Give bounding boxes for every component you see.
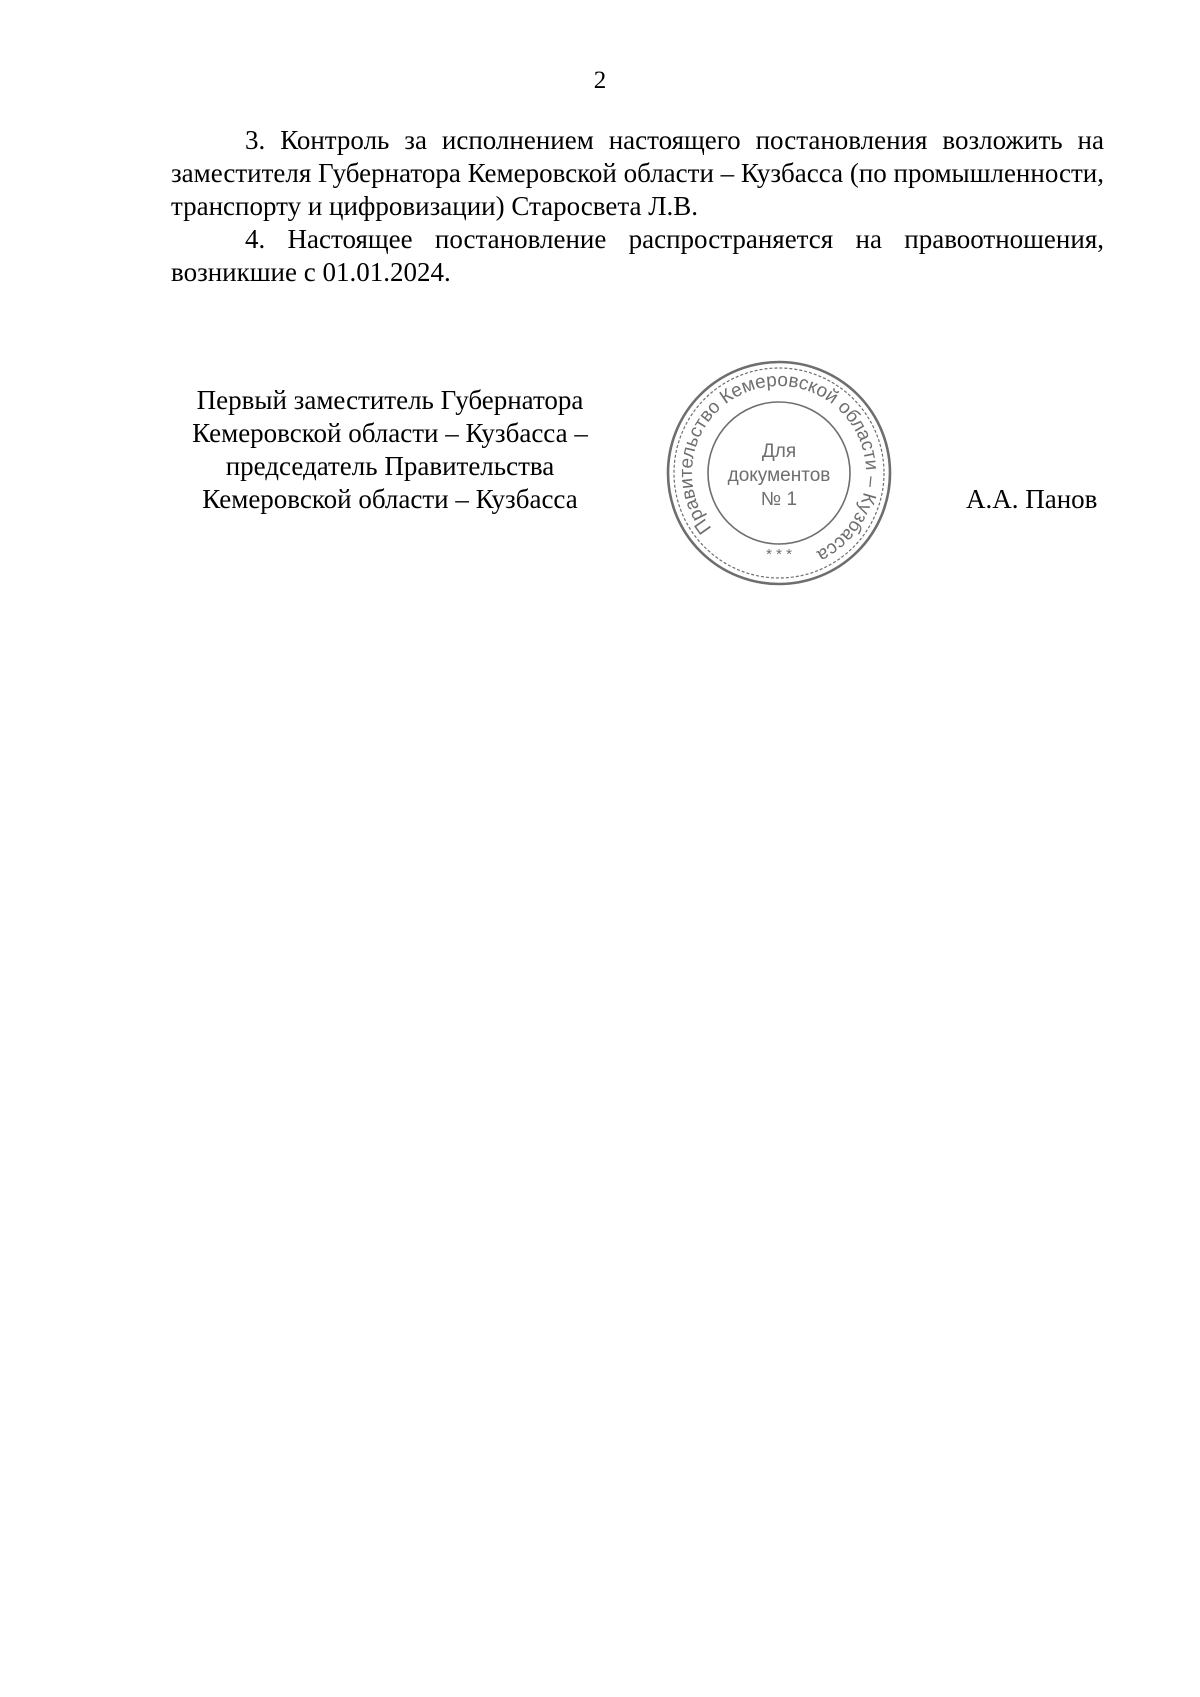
seal-graphic <box>664 358 894 588</box>
paragraph-4: 4. Настоящее постановление распространяется на правоотношения, возникшие с 01.01.2024. <box>171 224 1104 287</box>
page-number: 2 <box>593 67 607 94</box>
official-seal-stamp <box>664 358 894 588</box>
seal-outer-text: Правительство Кемеровской области – Кузбасса <box>675 369 883 567</box>
signatory-position-line-3: председатель Правительства <box>225 451 555 481</box>
seal-center-line-3: № 1 <box>760 489 798 510</box>
seal-center-line-2: документов <box>727 465 831 486</box>
signatory-position-line-4: Кемеровской области – Кузбасса <box>202 484 578 514</box>
signatory-position-line-1: Первый заместитель Губернатора <box>196 385 584 415</box>
signatory-position <box>160 384 620 516</box>
signatory-position-line-2: Кемеровской области – Кузбасса – <box>192 418 588 448</box>
seal-center-line-1: Для <box>761 441 797 462</box>
document-body <box>171 124 1104 289</box>
paragraph-3: 3. Контроль за исполнением настоящего постановления возложить на заместителя Губернатора Кемеровской области – Кузбасса (по промышленности, транспорту и цифровизации) Старосвета Л.В. <box>171 125 1104 221</box>
seal-stars: * * * <box>766 546 792 563</box>
signatory-name: А.А. Панов <box>966 484 1098 514</box>
